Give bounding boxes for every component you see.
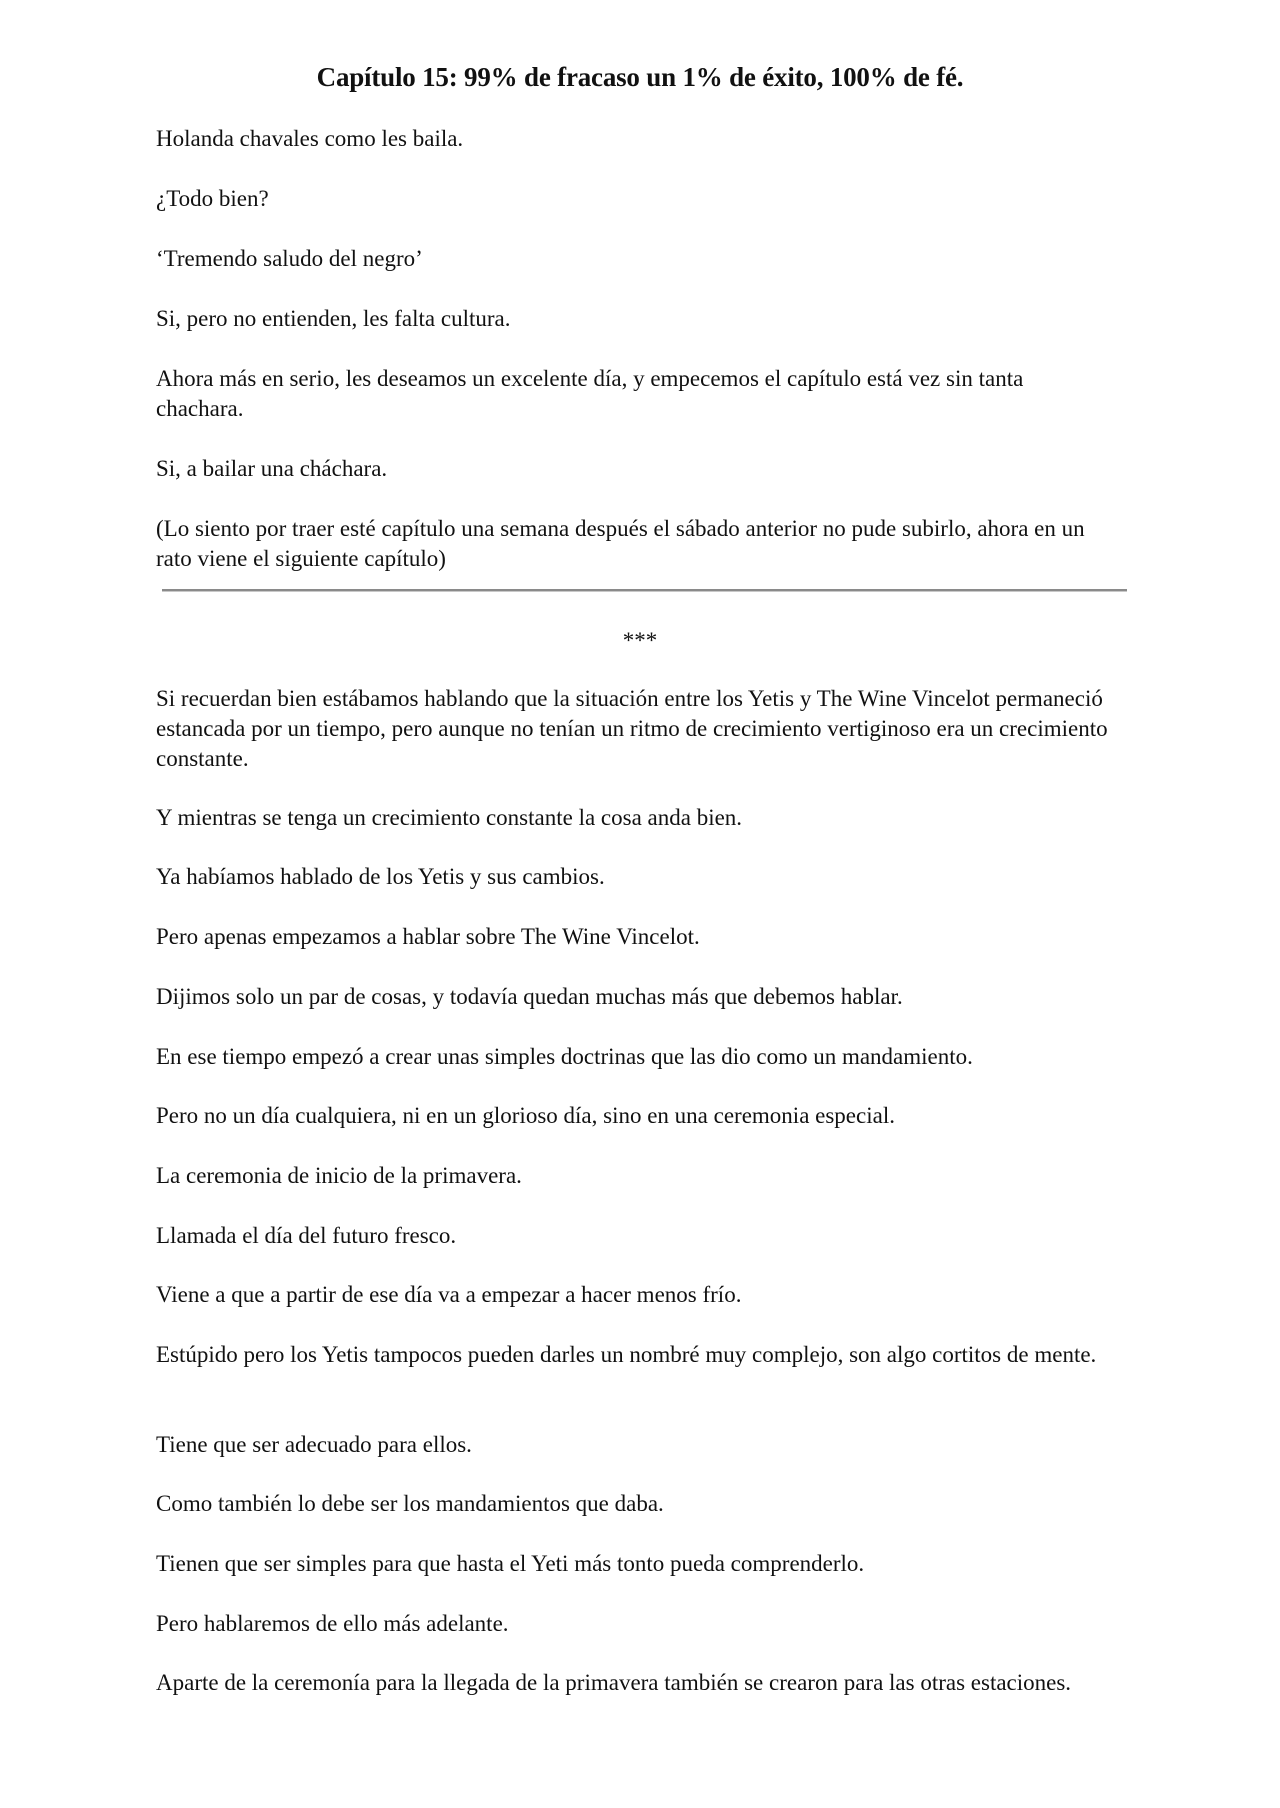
paragraph: Tiene que ser adecuado para ellos. xyxy=(156,1432,472,1457)
paragraph: Si, a bailar una cháchara. xyxy=(156,456,388,481)
paragraph: ‘Tremendo saludo del negro’ xyxy=(156,246,423,271)
paragraph: Y mientras se tenga un crecimiento constante la cosa anda bien. xyxy=(156,805,743,830)
section-separator: *** xyxy=(622,628,658,653)
horizontal-rule xyxy=(162,589,1127,592)
paragraph: Si recuerdan bien estábamos hablando que la situación entre los Yetis y The Wine Vincelot permaneció estancada por un tiempo, pero aunque no tenían un ritmo de crecimiento vertiginoso era un crecimiento constante. xyxy=(156,686,1108,771)
paragraph: Ahora más en serio, les deseamos un excelente día, y empecemos el capítulo está vez sin tanta chachara. xyxy=(156,366,1024,421)
paragraph: La ceremonia de inicio de la primavera. xyxy=(156,1163,522,1188)
paragraph: Viene a que a partir de ese día va a empezar a hacer menos frío. xyxy=(156,1282,742,1307)
paragraph: En ese tiempo empezó a crear unas simples doctrinas que las dio como un mandamiento. xyxy=(156,1044,973,1069)
paragraph: Tienen que ser simples para que hasta el Yeti más tonto pueda comprenderlo. xyxy=(156,1551,865,1576)
paragraph: Dijimos solo un par de cosas, y todavía quedan muchas más que debemos hablar. xyxy=(156,984,903,1009)
paragraph: Estúpido pero los Yetis tampocos pueden darles un nombré muy complejo, son algo cortitos de mente. xyxy=(156,1342,1097,1367)
paragraph: Llamada el día del futuro fresco. xyxy=(156,1223,457,1248)
paragraph: (Lo siento por traer esté capítulo una semana después el sábado anterior no pude subirlo, ahora en un rato viene el siguiente capítulo) xyxy=(156,516,1085,571)
paragraph: Aparte de la ceremonía para la llegada de la primavera también se crearon para las otras estaciones. xyxy=(156,1670,1072,1695)
paragraph: ¿Todo bien? xyxy=(156,186,269,211)
paragraph: Pero hablaremos de ello más adelante. xyxy=(156,1611,509,1636)
paragraph: Pero no un día cualquiera, ni en un glorioso día, sino en una ceremonia especial. xyxy=(156,1103,895,1128)
paragraph: Holanda chavales como les baila. xyxy=(156,126,464,151)
chapter-title: Capítulo 15: 99% de fracaso un 1% de éxito, 100% de fé. xyxy=(316,62,964,92)
paragraph: Como también lo debe ser los mandamientos que daba. xyxy=(156,1491,664,1516)
paragraph: Ya habíamos hablado de los Yetis y sus cambios. xyxy=(156,864,605,889)
paragraph: Si, pero no entienden, les falta cultura. xyxy=(156,306,511,331)
paragraph: Pero apenas empezamos a hablar sobre The Wine Vincelot. xyxy=(156,924,700,949)
